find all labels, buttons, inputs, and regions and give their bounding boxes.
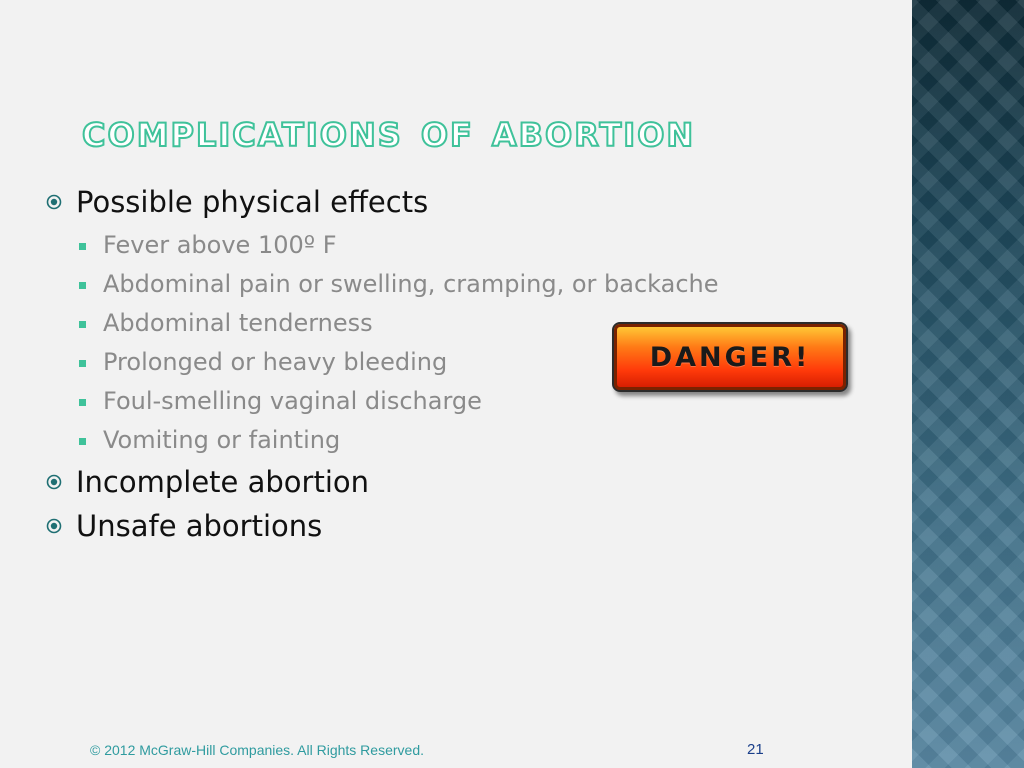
- sub-bullet-item: [46, 421, 866, 460]
- bullet-item-physical-effects: [46, 182, 866, 226]
- sub-bullet-item: [46, 226, 866, 265]
- sub-bullet-text: Abdominal pain or swelling, cramping, or backache: [103, 270, 719, 298]
- slide-title: complications of abortion: [82, 103, 696, 157]
- square-bullet-icon: [79, 243, 86, 250]
- circle-bullet-icon: [46, 518, 62, 534]
- square-bullet-icon: [79, 321, 86, 328]
- sub-bullet-item: [46, 265, 866, 304]
- square-bullet-icon: [79, 438, 86, 445]
- circle-bullet-icon: [46, 194, 62, 210]
- bullet-item-incomplete-abortion: [46, 462, 866, 506]
- sub-bullet-text: Foul-smelling vaginal discharge: [103, 387, 482, 415]
- square-bullet-icon: [79, 360, 86, 367]
- sub-bullet-text: Vomiting or fainting: [103, 426, 341, 454]
- copyright-footer: © 2012 McGraw-Hill Companies. All Rights Reserved.: [90, 742, 424, 758]
- bullet-text: Unsafe abortions: [76, 509, 323, 543]
- danger-sign-label: DANGER!: [649, 341, 811, 373]
- page-number: 21: [747, 741, 764, 758]
- square-bullet-icon: [79, 399, 86, 406]
- sub-bullet-text: Abdominal tenderness: [103, 309, 373, 337]
- decorative-side-panel: [912, 0, 1024, 768]
- circle-bullet-icon: [46, 474, 62, 490]
- square-bullet-icon: [79, 282, 86, 289]
- sub-bullet-text: Fever above 100º F: [103, 231, 337, 259]
- bullet-text: Incomplete abortion: [76, 465, 370, 499]
- sub-bullet-text: Prolonged or heavy bleeding: [103, 348, 448, 376]
- danger-sign-image: [612, 322, 848, 392]
- bullet-item-unsafe-abortions: [46, 506, 866, 550]
- bullet-text: Possible physical effects: [76, 185, 429, 219]
